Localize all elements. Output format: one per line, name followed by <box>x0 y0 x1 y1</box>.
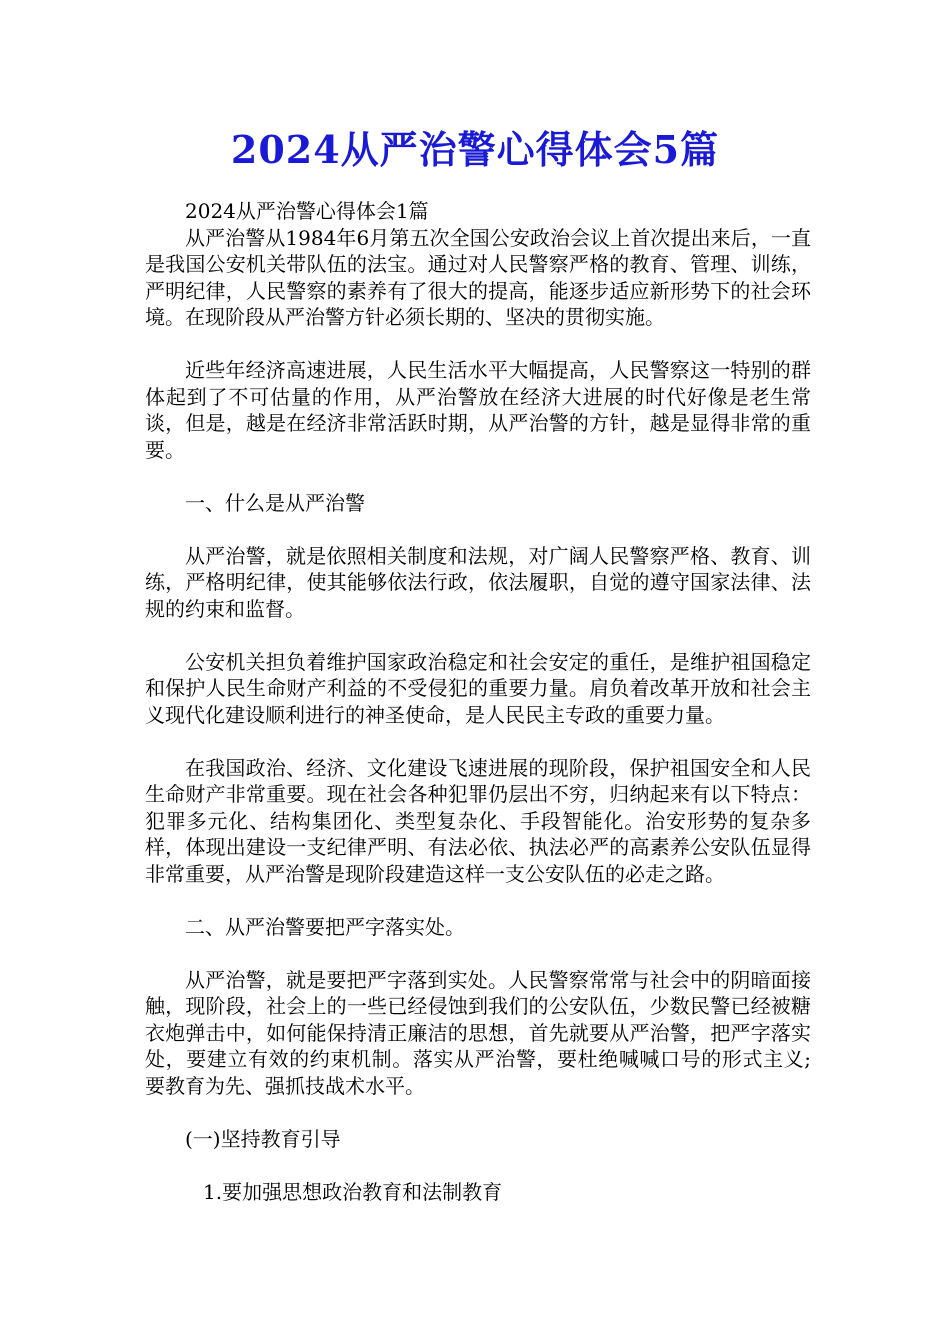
paragraph-gap <box>145 622 811 649</box>
paragraph-1: 从严治警从1984年6月第五次全国公安政治会议上首次提出来后，一直是我国公安机关带队伍的法宝。通过对人民警察严格的教育、管理、训练，严明纪律，人民警察的素养有了很大的提高，能逐步适应新形势下的社会环境。在现阶段从严治警方针必须长期的、坚决的贯彻实施。 <box>145 225 811 329</box>
paragraph-gap <box>145 1099 811 1126</box>
paragraph-gap <box>145 331 811 358</box>
numbered-heading-1: 1.要加强思想政治教育和法制教育 <box>203 1179 503 1204</box>
subtitle: 2024从严治警心得体会1篇 <box>185 199 429 223</box>
paragraph-gap <box>145 728 811 755</box>
paragraph-3: 从严治警，就是依照相关制度和法规，对广阔人民警察严格、教育、训练，严格明纪律，使其能够依法行政，依法履职，自觉的遵守国家法律、法规的约束和监督。 <box>145 543 811 621</box>
paragraph-4: 公安机关担负着维护国家政治稳定和社会安定的重任，是维护祖国稳定和保护人民生命财产利益的不受侵犯的重要力量。肩负着改革开放和社会主义现代化建设顺利进行的神圣使命，是人民民主专政的重要力量。 <box>145 649 811 727</box>
section-heading-2: 二、从严治警要把严字落实处。 <box>185 914 465 939</box>
paragraph-2: 近些年经济高速进展，人民生活水平大幅提高，人民警察这一特别的群体起到了不可估量的作用，从严治警放在经济大进展的时代好像是老生常谈，但是，越是在经济非常活跃时期，从严治警的方针，越是显得非常的重要。 <box>145 358 811 462</box>
section-heading-1: 一、什么是从严治警 <box>185 490 365 515</box>
subsection-heading-1: (一)坚持教育引导 <box>185 1126 341 1151</box>
paragraph-5: 在我国政治、经济、文化建设飞速进展的现阶段，保护祖国安全和人民生命财产非常重要。现在社会各种犯罪仍层出不穷，归纳起来有以下特点：犯罪多元化、结构集团化、类型复杂化、手段智能化。治安形势的复杂多样，体现出建设一支纪律严明、有法必依、执法必严的高素养公安队伍显得非常重要，从严治警是现阶段建造这样一支公安队伍的必走之路。 <box>145 755 811 886</box>
paragraph-gap <box>145 887 811 914</box>
document-body <box>145 198 811 1205</box>
paragraph-gap <box>145 1152 811 1179</box>
paragraph-gap <box>145 940 811 967</box>
paragraph-gap <box>145 516 811 543</box>
document-title: 2024从严治警心得体会5篇 <box>230 127 720 172</box>
paragraph-6: 从严治警，就是要把严字落到实处。人民警察常常与社会中的阴暗面接触，现阶段，社会上的一些已经侵蚀到我们的公安队伍，少数民警已经被糖衣炮弹击中，如何能保持清正廉洁的思想，首先就要从严治警，把严字落实处，要建立有效的约束机制。落实从严治警，要杜绝喊喊口号的形式主义;要教育为先、强抓技战术水平。 <box>145 967 811 1098</box>
paragraph-gap <box>145 463 811 490</box>
